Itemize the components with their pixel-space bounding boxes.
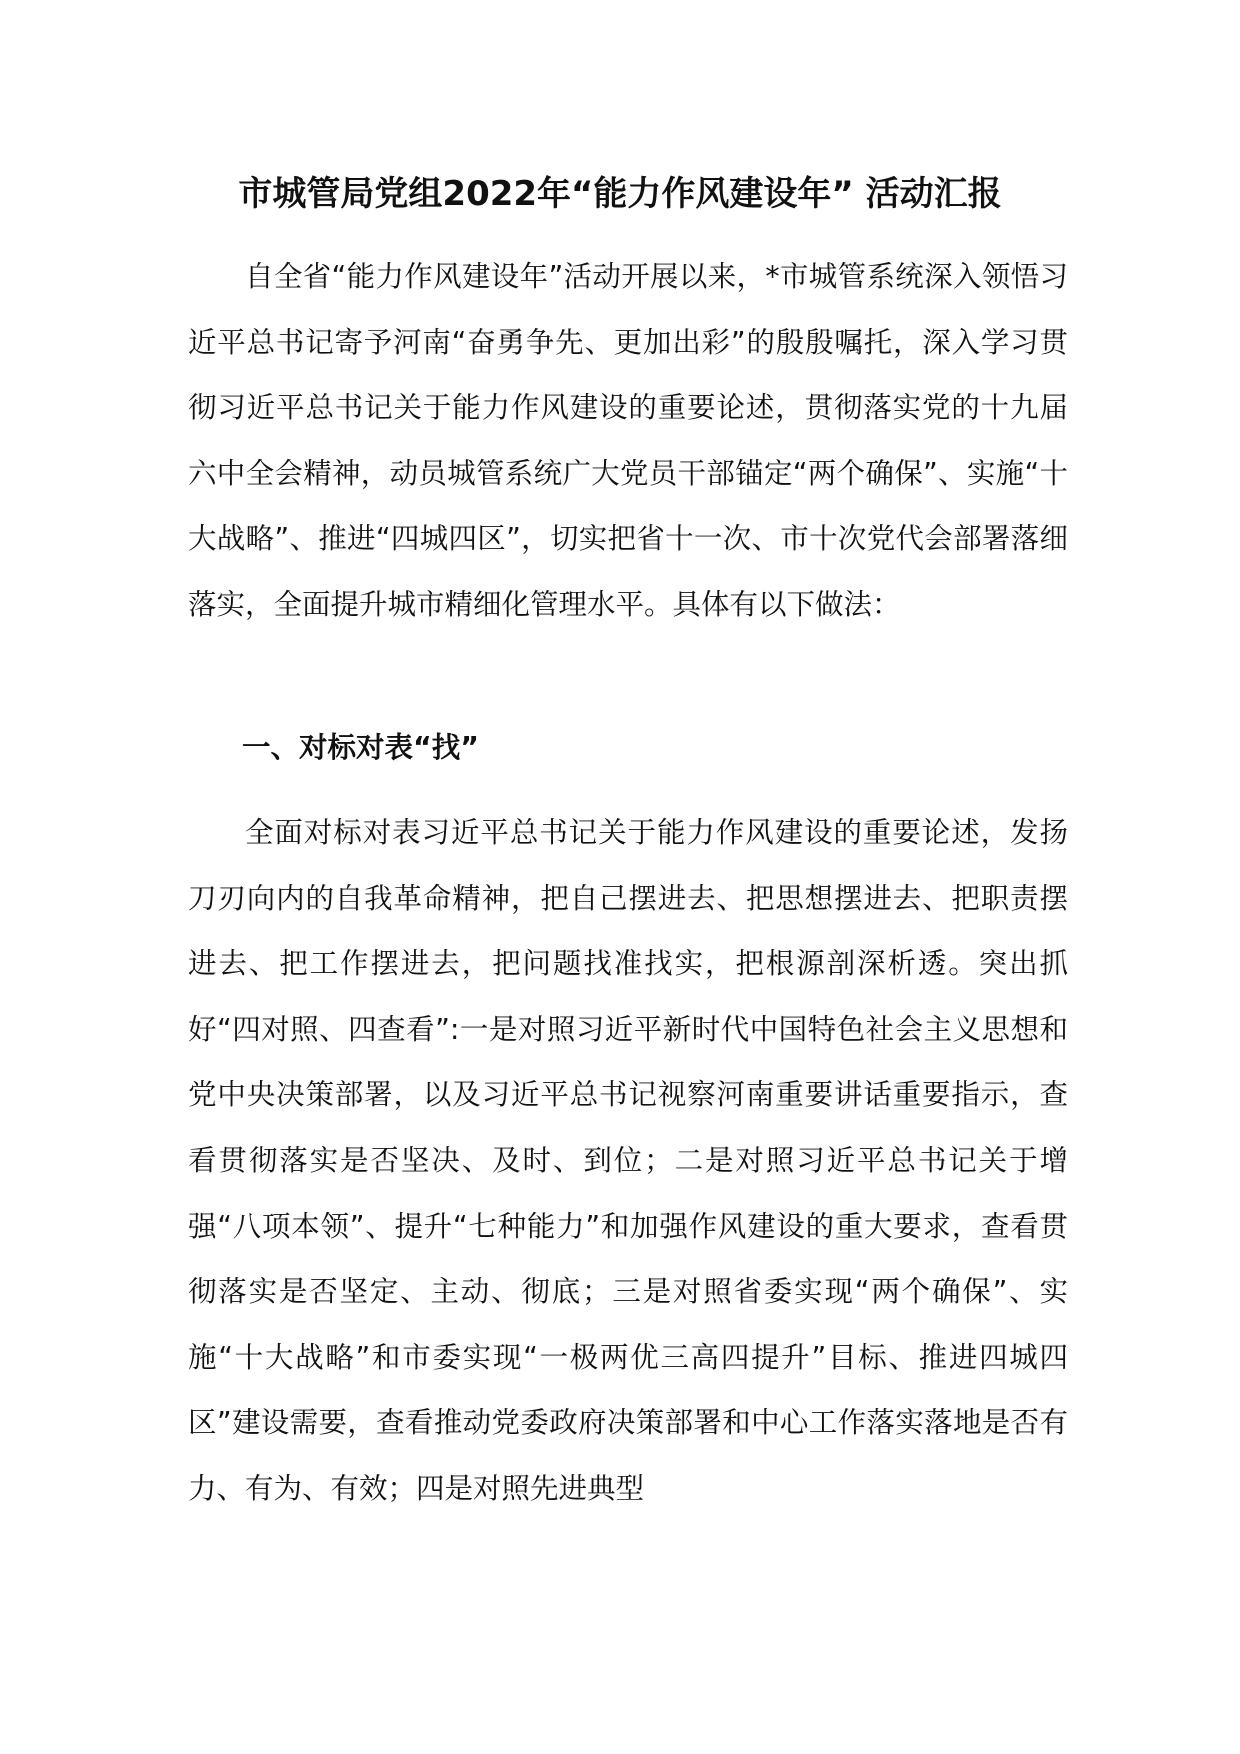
document-title: 市城管局党组2022年“能力作风建设年” 活动汇报 — [238, 174, 1002, 214]
section-body — [188, 800, 1068, 1522]
section-paragraph: 全面对标对表习近平总书记关于能力作风建设的重要论述，发扬刀刃向内的自我革命精神，把自己摆进去、把思想摆进去、把职责摆进去、把工作摆进去，把问题找准找实，把根源剖深析透。突出抓好“四对照、四查看”:一是对照习近平新时代中国特色社会主义思想和党中央决策部署，以及习近平总书记视察河南重要讲话重要指示，查看贯彻落实是否坚决、及时、到位；二是对照习近平总书记关于增强“八项本领”、提升“七种能力”和加强作风建设的重大要求，查看贯彻落实是否坚定、主动、彻底；三是对照省委实现“两个确保”、实施“十大战略”和市委实现“一极两优三高四提升”目标、推进四城四区”建设需要，查看推动党委政府决策部署和中心工作落实落地是否有力、有为、有效；四是对照先进典型 — [188, 816, 1068, 1505]
intro-paragraph: 自全省“能力作风建设年”活动开展以来，*市城管系统深入领悟习近平总书记寄予河南“奋勇争先、更加出彩”的殷殷嘱托，深入学习贯彻习近平总书记关于能力作风建设的重要论述，贯彻落实党的十九届六中全会精神，动员城管系统广大党员干部锚定“两个确保”、实施“十大战略”、推进“四城四区”，切实把省十一次、市十次党代会部署落细落实，全面提升城市精细化管理水平。具体有以下做法： — [188, 260, 1068, 621]
section-heading: 一、对标对表“找” — [242, 731, 479, 764]
intro-section — [188, 244, 1068, 638]
